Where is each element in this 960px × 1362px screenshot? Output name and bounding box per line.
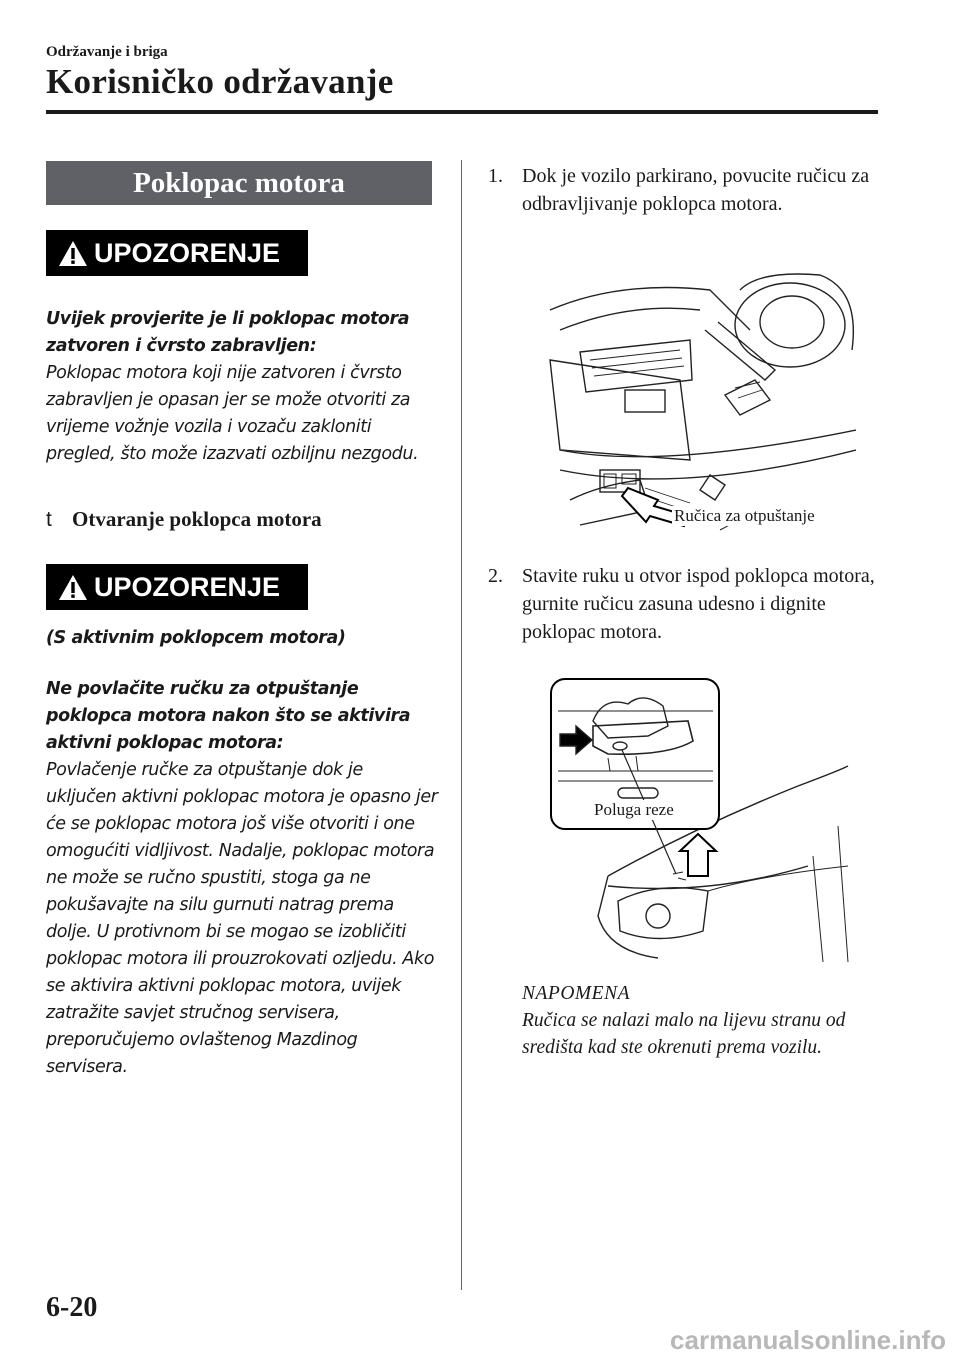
note-block: [522, 980, 882, 1061]
note-heading: NAPOMENA: [522, 983, 630, 1004]
page-number: 6-20: [46, 1292, 98, 1323]
warning-label: UPOZORENJE: [94, 237, 281, 268]
title-rule: [46, 110, 878, 114]
figure-release-lever: [540, 270, 856, 552]
step-1-number: 1.: [488, 165, 503, 187]
section-banner: Poklopac motora: [46, 161, 432, 205]
column-divider: [461, 160, 462, 1290]
section-label: Održavanje i briga: [46, 44, 168, 60]
bullet-marker: t: [46, 508, 52, 531]
step-2: [488, 562, 878, 646]
arrow-icon: [680, 834, 716, 876]
warning-2-text: [46, 625, 438, 1081]
step-1: [488, 162, 878, 218]
subheading: [46, 507, 322, 532]
note-text: Ručica se nalazi malo na lijevu stranu od središta kad ste okrenuti prema vozilu.: [522, 1010, 846, 1058]
warning-1-text: [46, 306, 438, 468]
figure-2-label: Poluga reze: [594, 800, 674, 819]
subheading-text: Otvaranje poklopca motora: [72, 507, 322, 531]
figure-1-label: Ručica za otpuštanje: [674, 506, 815, 525]
warning-triangle-icon: [58, 240, 88, 267]
warning-box-2: [46, 564, 308, 610]
warning-2-condition: (S aktivnim poklopcem motora): [46, 628, 346, 648]
watermark: carmanualsonline.info: [670, 1325, 946, 1355]
step-2-text: Stavite ruku u otvor ispod poklopca motora, gurnite ručicu zasuna udesno i dignite poklopac motora.: [522, 565, 875, 643]
step-2-number: 2.: [488, 565, 503, 587]
warning-box-1: [46, 230, 308, 276]
figure-hood-latch: [548, 676, 860, 962]
warning-label: UPOZORENJE: [94, 571, 281, 602]
warning-triangle-icon: [58, 574, 88, 601]
warning-2-bold: Ne povlačite ručku za otpuštanje poklopca motora nakon što se aktivira aktivni poklopac motora:: [46, 679, 411, 753]
warning-2-body: Povlačenje ručke za otpuštanje dok je uključen aktivni poklopac motora je opasno jer će se poklopac motora još više otvoriti i one omogućiti vidljivost. Nadalje, poklopac motora ne može se ručno spustiti, stoga ga ne pokušavajte na silu gurnuti natrag prema dolje. U protivnom bi se mogao se izobličiti poklopac motora ili prouzrokovati ozljedu. Ako se aktivira aktivni poklopac motora, uvijek zatražite savjet stručnog servisera, preporučujemo ovlaštenog Mazdinog servisera.: [46, 760, 438, 1077]
warning-1-bold: Uvijek provjerite je li poklopac motora zatvoren i čvrsto zabravljen:: [46, 309, 410, 356]
page-title: Korisničko održavanje: [46, 62, 394, 101]
warning-1-body: Poklopac motora koji nije zatvoren i čvrsto zabravljen je opasan jer se može otvoriti za vrijeme vožnje vozila i vozaču zakloniti pregled, što može izazvati ozbiljnu nezgodu.: [46, 363, 419, 464]
step-1-text: Dok je vozilo parkirano, povucite ručicu za odbravljivanje poklopca motora.: [522, 165, 870, 215]
